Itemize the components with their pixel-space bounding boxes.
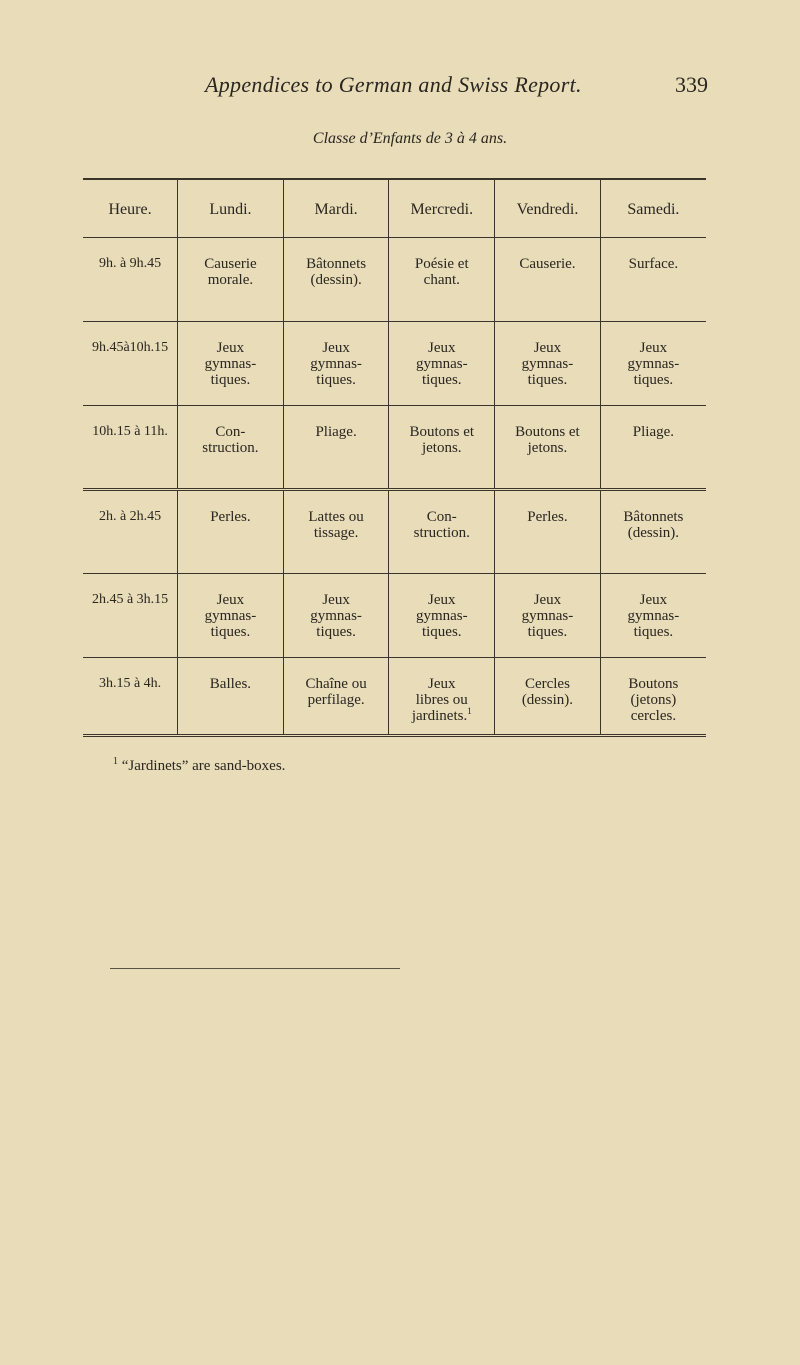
table-header-row	[83, 179, 706, 237]
table-caption: Classe d’Enfants de 3 à 4 ans.	[312, 130, 508, 147]
cell-samedi: Boutons (jetons) cercles.	[600, 657, 706, 735]
header-mercredi: Mercredi.	[389, 179, 495, 237]
cell-heure: 3h.15 à 4h.	[83, 657, 178, 735]
cell-samedi: Surface.	[600, 237, 706, 321]
cell-samedi: Jeux gymnas- tiques.	[600, 573, 706, 657]
cell-heure: 10h.15 à 11h.	[83, 405, 178, 489]
cell-mercredi: Con- struction.	[389, 489, 495, 573]
cell-mardi: Pliage.	[283, 405, 389, 489]
schedule-table	[83, 178, 706, 737]
cell-samedi: Jeux gymnas- tiques.	[600, 321, 706, 405]
cell-lundi: Jeux gymnas- tiques.	[178, 573, 284, 657]
table-row	[83, 405, 706, 489]
cell-mardi: Lattes ou tissage.	[283, 489, 389, 573]
header-vendredi: Vendredi.	[495, 179, 601, 237]
cell-mercredi: Boutons et jetons.	[389, 405, 495, 489]
cell-lundi: Con- struction.	[178, 405, 284, 489]
cell-mercredi: Jeux gymnas- tiques.	[389, 321, 495, 405]
cell-mardi: Jeux gymnas- tiques.	[283, 573, 389, 657]
cell-mardi: Bâtonnets (dessin).	[283, 237, 389, 321]
cell-heure: 2h.45 à 3h.15	[83, 573, 178, 657]
cell-vendredi: Jeux gymnas- tiques.	[495, 321, 601, 405]
cell-vendredi: Cercles (dessin).	[495, 657, 601, 735]
footnote-marker: 1	[113, 756, 118, 767]
table-row	[83, 237, 706, 321]
header-samedi: Samedi.	[600, 179, 706, 237]
cell-lundi: Causerie morale.	[178, 237, 284, 321]
table-row	[83, 489, 706, 573]
footnote-reference: 1	[467, 705, 472, 716]
page-header	[0, 70, 800, 110]
cell-heure: 9h. à 9h.45	[83, 237, 178, 321]
horizontal-rule	[110, 968, 400, 969]
cell-lundi: Jeux gymnas- tiques.	[178, 321, 284, 405]
cell-mercredi: Jeux gymnas- tiques.	[389, 573, 495, 657]
cell-vendredi: Perles.	[495, 489, 601, 573]
cell-mardi: Chaîne ou perfilage.	[283, 657, 389, 735]
header-lundi: Lundi.	[178, 179, 284, 237]
cell-vendredi: Jeux gymnas- tiques.	[495, 573, 601, 657]
cell-mercredi: Jeux libres ou jardinets.$^1$	[389, 657, 495, 735]
header-heure: Heure.	[83, 179, 178, 237]
table-row	[83, 321, 706, 405]
cell-samedi: Pliage.	[600, 405, 706, 489]
cell-lundi: Balles.	[178, 657, 284, 735]
cell-mercredi: Poésie et chant.	[389, 237, 495, 321]
cell-heure: 2h. à 2h.45	[83, 489, 178, 573]
cell-mardi: Jeux gymnas- tiques.	[283, 321, 389, 405]
footnote	[113, 756, 285, 775]
cell-vendredi: Boutons et jetons.	[495, 405, 601, 489]
footnote-text: “Jardinets” are sand-boxes.	[121, 758, 286, 774]
header-mardi: Mardi.	[283, 179, 389, 237]
table-row	[83, 573, 706, 657]
cell-samedi: Bâtonnets (dessin).	[600, 489, 706, 573]
table-row	[83, 657, 706, 735]
cell-lundi: Perles.	[178, 489, 284, 573]
cell-vendredi: Causerie.	[495, 237, 601, 321]
page-number: 339	[675, 72, 708, 97]
cell-heure: 9h.45à10h.15	[83, 321, 178, 405]
running-title: Appendices to German and Swiss Report.	[205, 72, 582, 97]
